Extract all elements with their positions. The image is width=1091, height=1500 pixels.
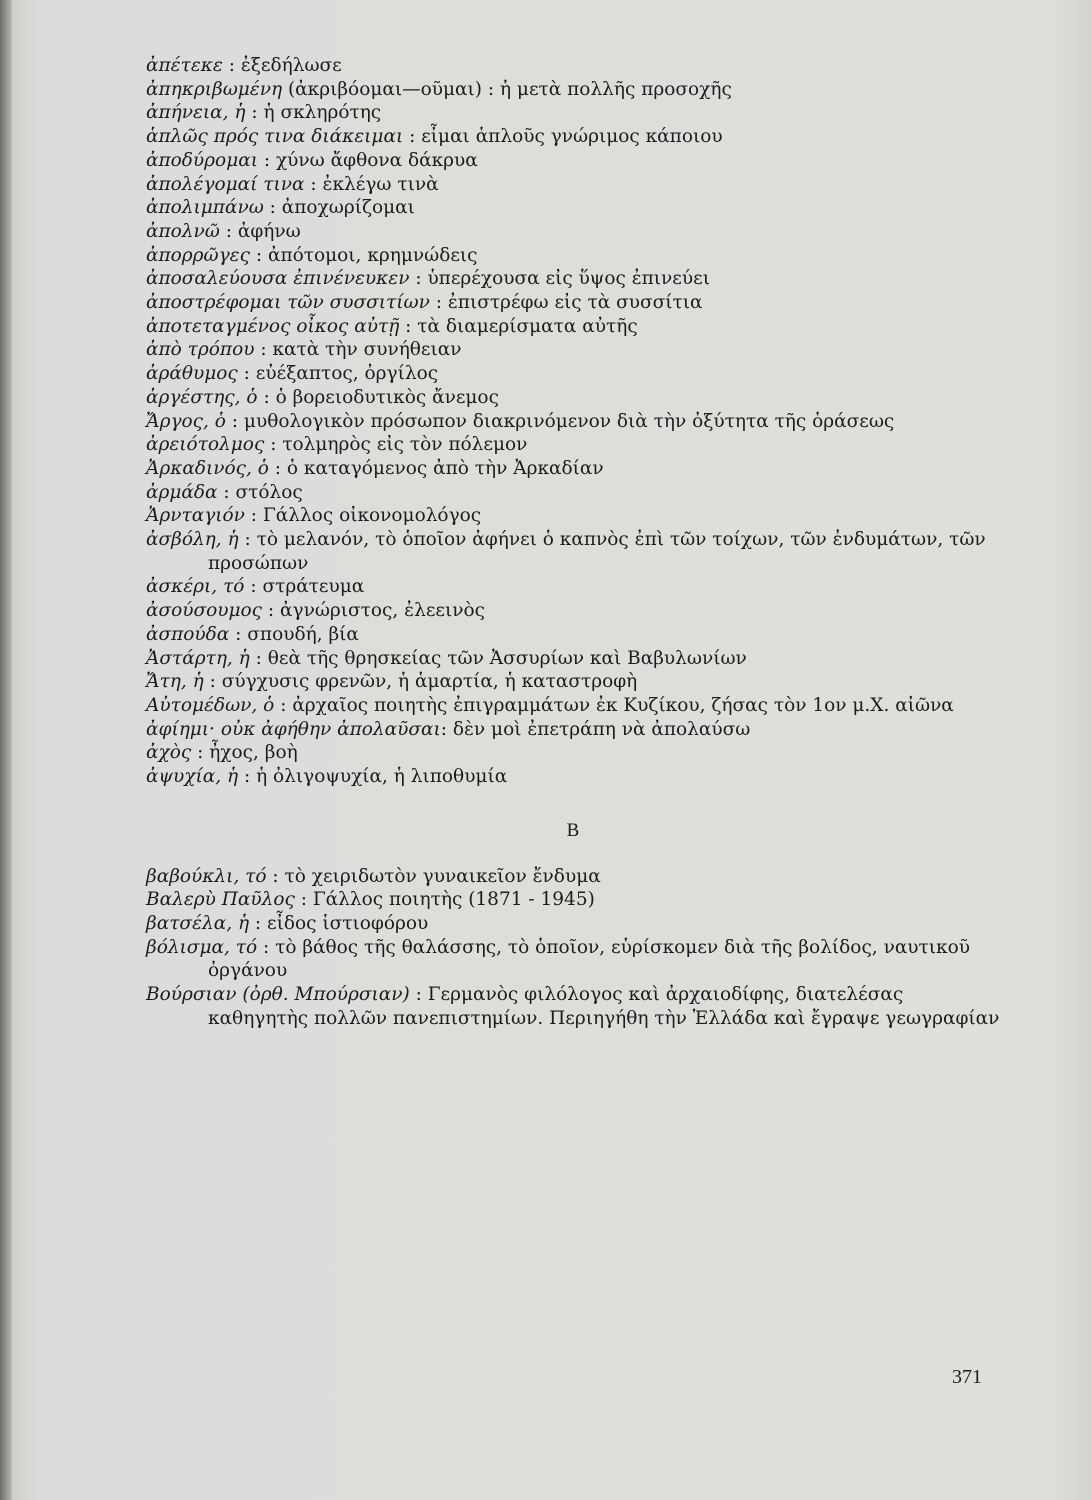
entry-headword: ἀπήνεια, ἡ	[146, 102, 246, 124]
entry-definition: Γερμανὸς φιλόλογος καὶ ἀρχαιοδίφης, διατελέσας καθηγητὴς πολλῶν πανεπιστημίων. Περιηγήθη τὴν Ἑλλάδα καὶ ἔγραψε γεωγραφίαν	[208, 984, 1000, 1029]
entry-definition: ἀρχαῖος ποιητὴς ἐπιγραμμάτων ἐκ Κυζίκου, ζήσας τὸν 1ον μ.Χ. αἰῶνα	[292, 694, 954, 716]
glossary-entry	[146, 54, 1000, 78]
entry-headword: βατσέλα, ἡ	[146, 912, 250, 934]
glossary-entry	[146, 936, 1000, 983]
entry-headword: Βαλερὺ Παῦλος	[146, 889, 295, 911]
entry-headword: ἀρειότολμος	[146, 434, 265, 456]
glossary-entry	[146, 315, 1000, 339]
glossary-entry	[146, 481, 1000, 505]
entry-definition: κατὰ τὴν συνήθειαν	[272, 339, 462, 361]
entry-definition: ὁ βορειοδυτικὸς ἄνεμος	[275, 386, 499, 408]
glossary-entry	[146, 125, 1000, 149]
entry-headword: ἀράθυμος	[146, 363, 238, 385]
entry-definition: σπουδή, βία	[247, 623, 359, 645]
entry-separator: :	[203, 671, 222, 693]
entry-headword: ἀρμάδα	[146, 481, 218, 503]
entry-headword: ἀποτεταγμένος οἶκος αὐτῇ	[146, 315, 400, 337]
entry-definition: Γάλλος οἰκονομολόγος	[262, 505, 482, 527]
entry-separator: :	[262, 600, 281, 622]
entry-definition: ἐξεδήλωσε	[240, 55, 342, 76]
entry-separator: :	[429, 292, 448, 314]
entry-separator: :	[191, 742, 210, 764]
glossary-entry	[146, 386, 1000, 410]
entry-separator: :	[254, 339, 273, 361]
entry-headword: Ἀρκαδινός, ὁ	[146, 457, 269, 479]
entry-separator: :	[244, 576, 263, 598]
entry-separator: :	[249, 912, 268, 934]
entry-headword: ἀποσαλεύουσα ἐπινένευκεν	[146, 268, 410, 290]
entry-headword: ἀσβόλη, ἡ	[146, 529, 239, 551]
glossary-entry	[146, 741, 1000, 765]
entry-separator: :	[304, 173, 323, 195]
glossary-entry	[146, 78, 1000, 102]
entry-headword: Ἀρνταγιόν	[146, 505, 245, 527]
entry-definition: τὰ διαμερίσματα αὐτῆς	[417, 315, 638, 337]
entry-separator: :	[257, 149, 276, 171]
entry-headword: ἀπολέγομαί τινα	[146, 173, 305, 195]
entry-separator: :	[249, 647, 268, 669]
entry-separator: :	[229, 623, 248, 645]
entry-definition: ἀγνώριστος, ἐλεεινὸς	[280, 600, 486, 622]
entry-definition: σύγχυσις φρενῶν, ἡ ἁμαρτία, ἡ καταστροφὴ	[221, 671, 638, 693]
glossary-entry	[146, 865, 1000, 889]
page-spine-shadow	[0, 0, 12, 1500]
entry-headword: ἀσούσουμος	[146, 600, 263, 622]
entry-headword: ἀπολνῶ	[146, 220, 220, 242]
entry-headword: ἀσπούδα	[146, 623, 230, 645]
glossary-entry	[146, 670, 1000, 694]
entry-headword: ἀργέστης, ὁ	[146, 386, 258, 408]
entry-separator: :	[238, 766, 257, 788]
glossary-entry	[146, 983, 1000, 1030]
entry-headword: ἁπλῶς πρός τινα διάκειμαι	[146, 126, 404, 148]
entry-separator: :	[403, 126, 422, 148]
entry-headword: βόλισμα, τό	[146, 936, 258, 958]
entry-definition: ἡ ὀλιγοψυχία, ἡ λιποθυμία	[256, 766, 508, 788]
glossary-entry	[146, 149, 1000, 173]
entry-definition: ὁ καταγόμενος ἀπὸ τὴν Ἀρκαδίαν	[286, 457, 604, 479]
section-letter: Β	[566, 819, 580, 841]
entry-definition: ὑπερέχουσα εἰς ὕψος ἐπινεύει	[427, 268, 710, 290]
entry-definition: ἀφήνω	[237, 220, 301, 242]
entry-separator: :	[257, 386, 276, 408]
entry-separator: :	[274, 694, 293, 716]
glossary-entry	[146, 196, 1000, 220]
glossary-entry	[146, 244, 1000, 268]
entry-headword: ἀπέτεκε	[146, 55, 223, 76]
entry-separator: :	[238, 529, 257, 551]
entry-separator: :	[217, 481, 236, 503]
entry-headword: ἀπὸ τρόπου	[146, 339, 255, 361]
glossary-entry	[146, 912, 1000, 936]
entry-headword: ἀπορρῶγες	[146, 244, 250, 266]
glossary-entry	[146, 765, 1000, 789]
glossary-entry	[146, 433, 1000, 457]
entry-headword: Βούρσιαν (ὀρθ. Μπούρσιαν)	[146, 984, 410, 1006]
glossary-entry	[146, 457, 1000, 481]
glossary-entry	[146, 362, 1000, 386]
entry-separator: :	[266, 865, 285, 887]
glossary-entry	[146, 575, 1000, 599]
entry-separator: :	[440, 718, 453, 740]
entry-separator: :	[263, 197, 282, 219]
entry-separator: :	[399, 315, 418, 337]
entry-definition: στόλος	[235, 481, 303, 503]
entry-headword: ἀποδύρομαι	[146, 149, 258, 171]
entry-definition: τολμηρὸς εἰς τὸν πόλεμον	[282, 434, 528, 456]
entry-headword: Αὐτομέδων, ὁ	[146, 694, 275, 716]
entry-definition: ἦχος, βοὴ	[209, 742, 298, 764]
glossary-entry	[146, 267, 1000, 291]
entry-headword: ἀσκέρι, τό	[146, 576, 245, 598]
glossary-entry	[146, 338, 1000, 362]
glossary-section-beta	[146, 865, 1000, 1031]
entry-definition: ἀποχωρίζομαι	[281, 197, 415, 219]
entry-definition: δὲν μοὶ ἐπετράπη νὰ ἀπολαύσω	[452, 718, 751, 740]
entry-separator: :	[222, 55, 241, 76]
glossary-entry	[146, 173, 1000, 197]
entry-definition: εἶμαι ἁπλοῦς γνώριμος κάποιου	[421, 126, 723, 148]
entry-definition: Γάλλος ποιητὴς (1871 - 1945)	[312, 889, 595, 911]
entry-headword: ἀφίημι· οὐκ ἀφήθην ἀπολαῦσαι	[146, 718, 441, 740]
glossary-entry	[146, 528, 1000, 575]
glossary-entries	[146, 54, 1000, 1030]
entry-headword: ἀπολιμπάνω	[146, 197, 264, 219]
entry-separator: :	[264, 434, 283, 456]
entry-definition: (ἀκριβόομαι—οῦμαι) : ἡ μετὰ πολλῆς προσοχῆς	[287, 78, 732, 100]
entry-definition: ἐκλέγω τινὰ	[322, 173, 439, 195]
entry-separator: :	[294, 889, 313, 911]
entry-separator: :	[237, 363, 256, 385]
entry-definition: τὸ βάθος τῆς θαλάσσης, τὸ ὁποῖον, εὑρίσκομεν διὰ τῆς βολίδος, ναυτικοῦ ὀργάνου	[208, 936, 970, 982]
entry-definition: στράτευμα	[262, 576, 365, 598]
entry-separator: :	[409, 984, 428, 1006]
entry-headword: ἀχὸς	[146, 742, 192, 764]
entry-definition: θεὰ τῆς θρησκείας τῶν Ἀσσυρίων καὶ Βαβυλωνίων	[267, 647, 747, 669]
glossary-entry	[146, 220, 1000, 244]
glossary-entry	[146, 718, 1000, 742]
glossary-entry	[146, 694, 1000, 718]
entry-definition: τὸ μελανόν, τὸ ὁποῖον ἀφήνει ὁ καπνὸς ἐπὶ τῶν τοίχων, τῶν ἐνδυμάτων, τῶν προσώπων	[208, 529, 986, 574]
glossary-entry	[146, 599, 1000, 623]
entry-headword: βαβούκλι, τό	[146, 865, 267, 887]
entry-definition: τὸ χειριδωτὸν γυναικεῖον ἔνδυμα	[284, 865, 601, 887]
glossary-entry	[146, 101, 1000, 125]
glossary-entry	[146, 623, 1000, 647]
page-number: 371	[952, 1366, 982, 1388]
entry-separator: :	[268, 457, 287, 479]
entry-headword: ἀψυχία, ἡ	[146, 766, 239, 788]
entry-headword: ἀπηκριβωμένη	[146, 78, 283, 100]
glossary-section-alpha	[146, 54, 1000, 789]
entry-separator: :	[244, 505, 263, 527]
entry-headword: Ἄτη, ἡ	[146, 671, 204, 693]
entry-definition: χύνω ἄφθονα δάκρυα	[275, 149, 478, 171]
glossary-entry	[146, 888, 1000, 912]
entry-definition: εἶδος ἱστιοφόρου	[267, 912, 429, 934]
entry-definition: ἀπότομοι, κρημνώδεις	[267, 244, 478, 266]
glossary-entry	[146, 504, 1000, 528]
glossary-entry	[146, 647, 1000, 671]
entry-separator: :	[257, 936, 276, 958]
entry-headword: ἀποστρέφομαι τῶν συσσιτίων	[146, 292, 430, 314]
entry-separator: :	[409, 268, 428, 290]
entry-headword: Ἄργος, ὁ	[146, 410, 226, 432]
glossary-entry	[146, 410, 1000, 434]
entry-definition: εὐέξαπτος, ὀργίλος	[255, 363, 439, 385]
entry-separator: :	[219, 220, 238, 242]
entry-definition: ἡ σκληρότης	[263, 102, 382, 124]
entry-definition: ἐπιστρέφω εἰς τὰ συσσίτια	[447, 292, 703, 314]
entry-definition: μυθολογικὸν πρόσωπον διακρινόμενον διὰ τὴν ὀξύτητα τῆς ὁράσεως	[243, 410, 895, 432]
entry-headword: Ἀστάρτη, ἡ	[146, 647, 250, 669]
entry-separator: :	[225, 410, 244, 432]
entry-separator: :	[249, 244, 268, 266]
glossary-entry	[146, 291, 1000, 315]
entry-separator: :	[245, 102, 264, 124]
